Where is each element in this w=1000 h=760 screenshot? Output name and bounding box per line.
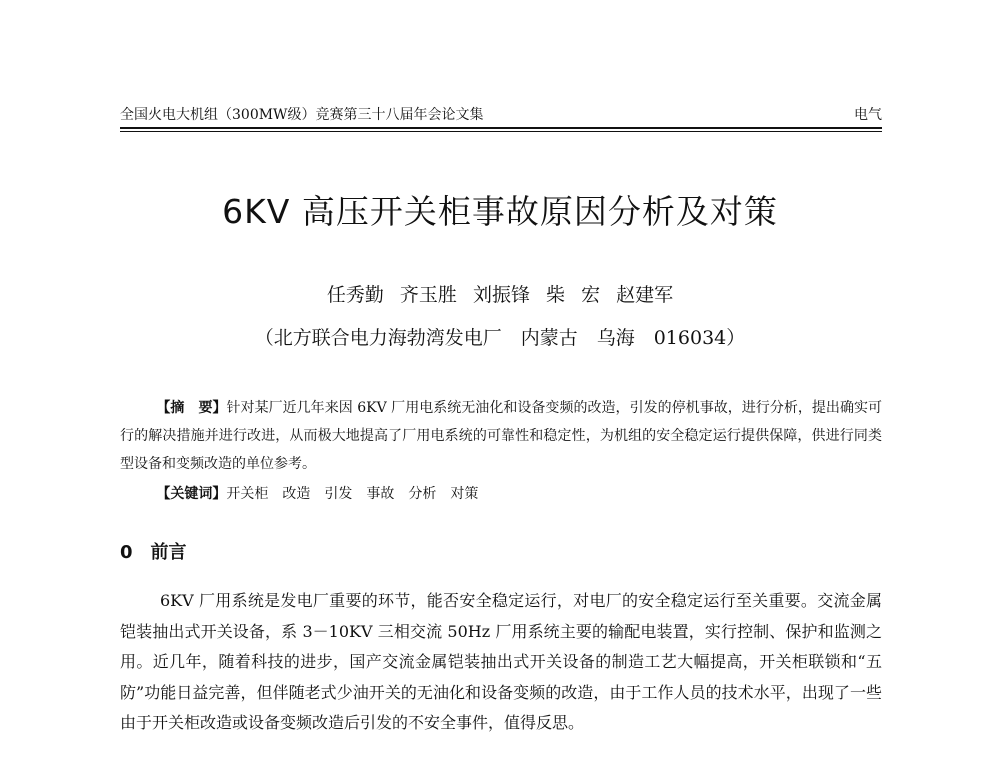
keyword: 改造 (282, 486, 311, 502)
keyword: 开关柜 (226, 486, 269, 502)
keywords (120, 480, 882, 508)
section-title: 前言 (150, 542, 187, 563)
abstract-label: 【摘 要】 (156, 400, 227, 416)
header-section-label: 电气 (854, 107, 882, 123)
header-rule-thin (120, 131, 882, 132)
section-number: 0 (120, 542, 133, 563)
author: 赵建军 (616, 284, 674, 306)
paper-title: 6KV 高压开关柜事故原因分析及对策 (222, 192, 778, 231)
author: 齐玉胜 (399, 284, 457, 306)
keywords-label: 【关键词】 (156, 486, 227, 502)
author: 刘振锋 (472, 284, 530, 306)
abstract-text: 针对某厂近几年来因 6KV 厂用电系统无油化和设备变频的改造，引发的停机事故，进行分析，提出确实可行的解决措施并进行改进，从而极大地提高了厂用电系统的可靠性和稳定性，为机组的安全稳定运行提供保障，供进行同类型设备和变频改造的单位参考。 (120, 400, 883, 472)
keyword: 事故 (366, 486, 395, 502)
keyword: 对策 (450, 486, 479, 502)
author-affiliation: （北方联合电力海勃湾发电厂 内蒙古 乌海 016034） (254, 327, 746, 349)
abstract (120, 394, 882, 478)
header-rule (120, 127, 882, 129)
section-heading (120, 540, 882, 566)
author: 柴 宏 (546, 284, 601, 306)
keyword: 分析 (408, 486, 437, 502)
author: 任秀勤 (326, 284, 384, 306)
author-list (0, 282, 1000, 308)
running-header (120, 106, 882, 128)
body-paragraph: 6KV 厂用系统是发电厂重要的环节，能否安全稳定运行，对电厂的安全稳定运行至关重要。交流金属铠装抽出式开关设备，系 3－10KV 三相交流 50Hz 厂用系统主要的输配电装置，实行控制、保护和监测之用。近几年，随着科技的进步，国产交流金属铠装抽出式开关设备的制造工艺大幅提高，开关柜联锁和“五防”功能日益完善，但伴随老式少油开关的无油化和设备变频的改造，由于工作人员的技术水平，出现了一些由于开关柜改造或设备变频改造后引发的不安全事件，值得反思。 (120, 591, 882, 732)
keyword: 引发 (324, 486, 353, 502)
header-proceedings-title: 全国火电大机组（300MW级）竞赛第三十八届年会论文集 (120, 107, 484, 123)
